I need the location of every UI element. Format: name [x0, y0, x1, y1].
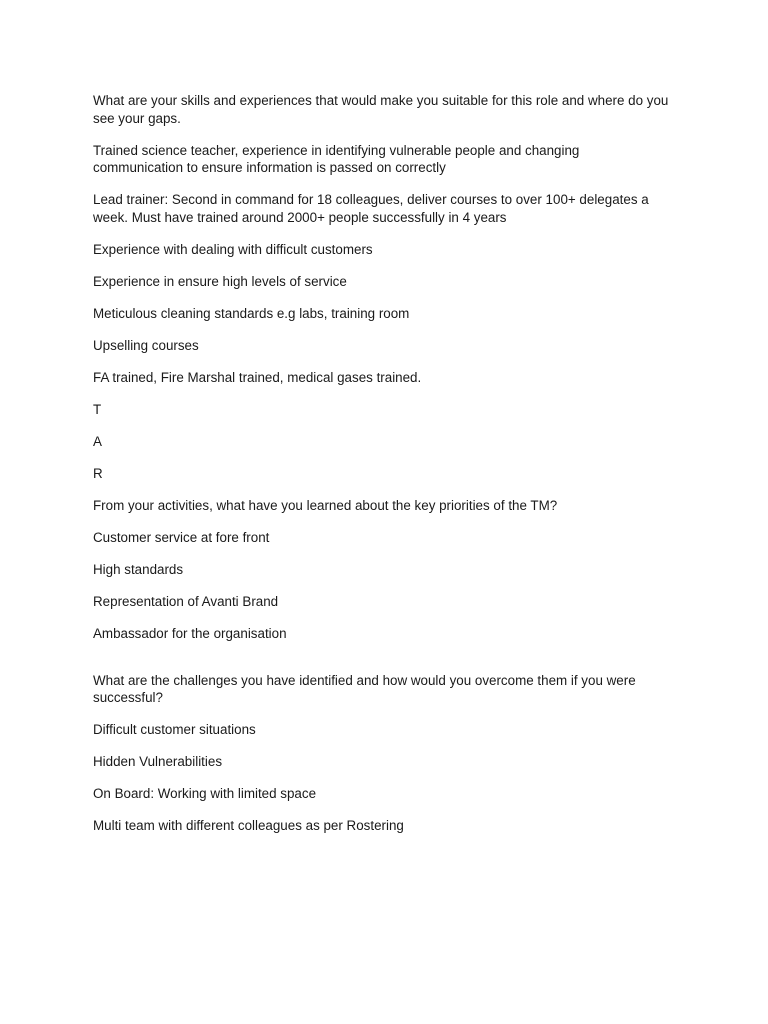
answer-paragraph: Hidden Vulnerabilities: [93, 754, 223, 769]
answer-paragraph: Multi team with different colleagues as per Rostering: [93, 818, 404, 833]
answer-paragraph: T: [93, 401, 102, 417]
answer-paragraph: Ambassador for the organisation: [93, 625, 287, 641]
answer-paragraph: Customer service at fore front: [93, 529, 270, 545]
answer-paragraph: Meticulous cleaning standards e.g labs, training room: [93, 305, 410, 321]
answer-paragraph: R: [93, 465, 103, 481]
answer-paragraph: A: [93, 433, 102, 449]
question-priorities: From your activities, what have you learned about the key priorities of the TM?: [93, 497, 558, 513]
answer-paragraph: Experience with dealing with difficult customers: [93, 241, 373, 257]
answer-paragraph: Experience in ensure high levels of service: [93, 273, 347, 289]
answer-paragraph: FA trained, Fire Marshal trained, medical gases trained.: [93, 369, 422, 385]
document-page: [93, 92, 673, 849]
answer-paragraph: Lead trainer: Second in command for 18 colleagues, deliver courses to over 100+ delegates a week. Must have trained around 2000+ people successfully in 4 years: [93, 192, 649, 225]
answer-paragraph: Representation of Avanti Brand: [93, 593, 279, 609]
answer-paragraph: High standards: [93, 561, 184, 577]
blank-line: [93, 657, 673, 672]
answer-paragraph: Trained science teacher, experience in identifying vulnerable people and changing communication to ensure information is passed on correctly: [93, 142, 580, 175]
answer-paragraph: On Board: Working with limited space: [93, 786, 317, 801]
question-skills: What are your skills and experiences that would make you suitable for this role and where do you see your gaps.: [93, 93, 669, 126]
question-challenges: What are the challenges you have identified and how would you overcome them if you were successful?: [93, 672, 636, 705]
answer-paragraph: Upselling courses: [93, 337, 199, 353]
answer-paragraph: Difficult customer situations: [93, 722, 256, 737]
